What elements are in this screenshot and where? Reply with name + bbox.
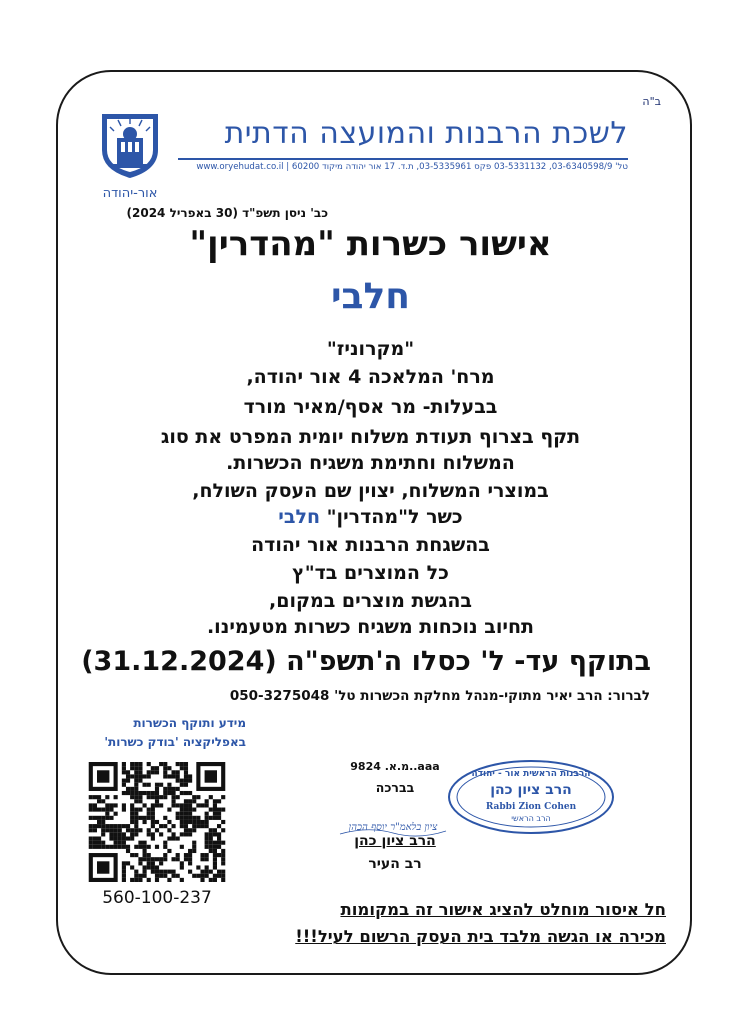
condition-line-4-prefix: כשר ל"מהדרין" [320, 506, 463, 528]
app-note-line-2: באפליקציה 'בודק כשרות' [104, 735, 246, 749]
issue-date: כב' ניסן תשפ"ד (30 באפריל 2024) [126, 206, 328, 220]
rabbi-name: הרב ציון כהן [354, 833, 436, 849]
app-note-line-1: מידע ותוקף הכשרות [133, 716, 246, 730]
certificate-title: אישור כשרות "מהדרין" [189, 224, 552, 264]
blessing: בברכה [375, 780, 415, 795]
supervision-line: בהשגחת הרבנות אור יהודה [251, 534, 490, 556]
qr-number: 560-100-237 [102, 888, 212, 908]
bh-mark: ב"ה [642, 95, 661, 108]
business-name: "מקרוניז" [326, 338, 415, 360]
warning-line-2: מכירה או הגשה מלבד בית העסק הרשום לעיל!!! [295, 927, 666, 946]
city-name: אור-יהודה [102, 186, 158, 201]
warning-line-1: חל איסור מוחלט להציג אישור זה במקומות [340, 900, 666, 919]
stamp-name: הרב ציון כהן [490, 782, 572, 798]
condition-line-3: במוצרי המשלוח, יצוין שם העסק השולח, [192, 480, 549, 502]
inquiries-contact: לברור: הרב יאיר מתוקי-מנהל מחלקת הכשרות טל' 050-3275048 [229, 688, 650, 704]
condition-line-4 [100, 506, 641, 528]
condition-line-2: המשלוח וחתימת משגיח הכשרות. [226, 452, 515, 474]
products-line: כל המוצרים בד"ץ [292, 562, 449, 584]
validity-date: בתוקף עד- ל' כסלו ה'תשפ"ה (31.12.2024) [81, 646, 651, 677]
condition-line-1: תקף בצרוף תעודת משלוח יומית המפרט את סוג [160, 426, 581, 448]
rabbi-title: רב העיר [368, 856, 422, 872]
app-note [86, 714, 246, 752]
stamp-top: הרבנות הראשית אור - יהודה [471, 769, 591, 779]
signature-text: ציון בלאמ"ר יוסף הכהן [348, 822, 438, 833]
header-divider [178, 158, 628, 160]
certificate-code: מ.א. 9824..aaa [350, 760, 440, 773]
stamp-english: Rabbi Zion Cohen [485, 802, 577, 812]
condition-line-4-type: חלבי [278, 506, 321, 528]
rabbinate-stamp-icon [446, 758, 616, 836]
serving-line: בהגשת מוצרים במקום, [269, 590, 472, 612]
supervisor-line: תחיוב נוכחות משגיח כשרות מטעמינו. [206, 616, 535, 638]
business-owner: בבעלות- מר אסף/מאיר מורד [243, 396, 498, 418]
rabbinate-logo-icon [99, 110, 161, 180]
qr-code-icon [88, 762, 226, 882]
org-title: לשכת הרבנות והמועצה הדתית [224, 116, 628, 151]
stamp-bottom: הרב הראשי [511, 814, 551, 823]
kashrut-type: חלבי [330, 276, 411, 317]
business-address: מרח' המלאכה 4 אור יהודה, [246, 366, 495, 388]
contact-line: טל' 03-6340598/9, 03-5331132 פקס 03-5335961, ת.ד. 17 אור יהודה מיקוד 60200 | www.oryehudat.co.il [196, 162, 628, 172]
